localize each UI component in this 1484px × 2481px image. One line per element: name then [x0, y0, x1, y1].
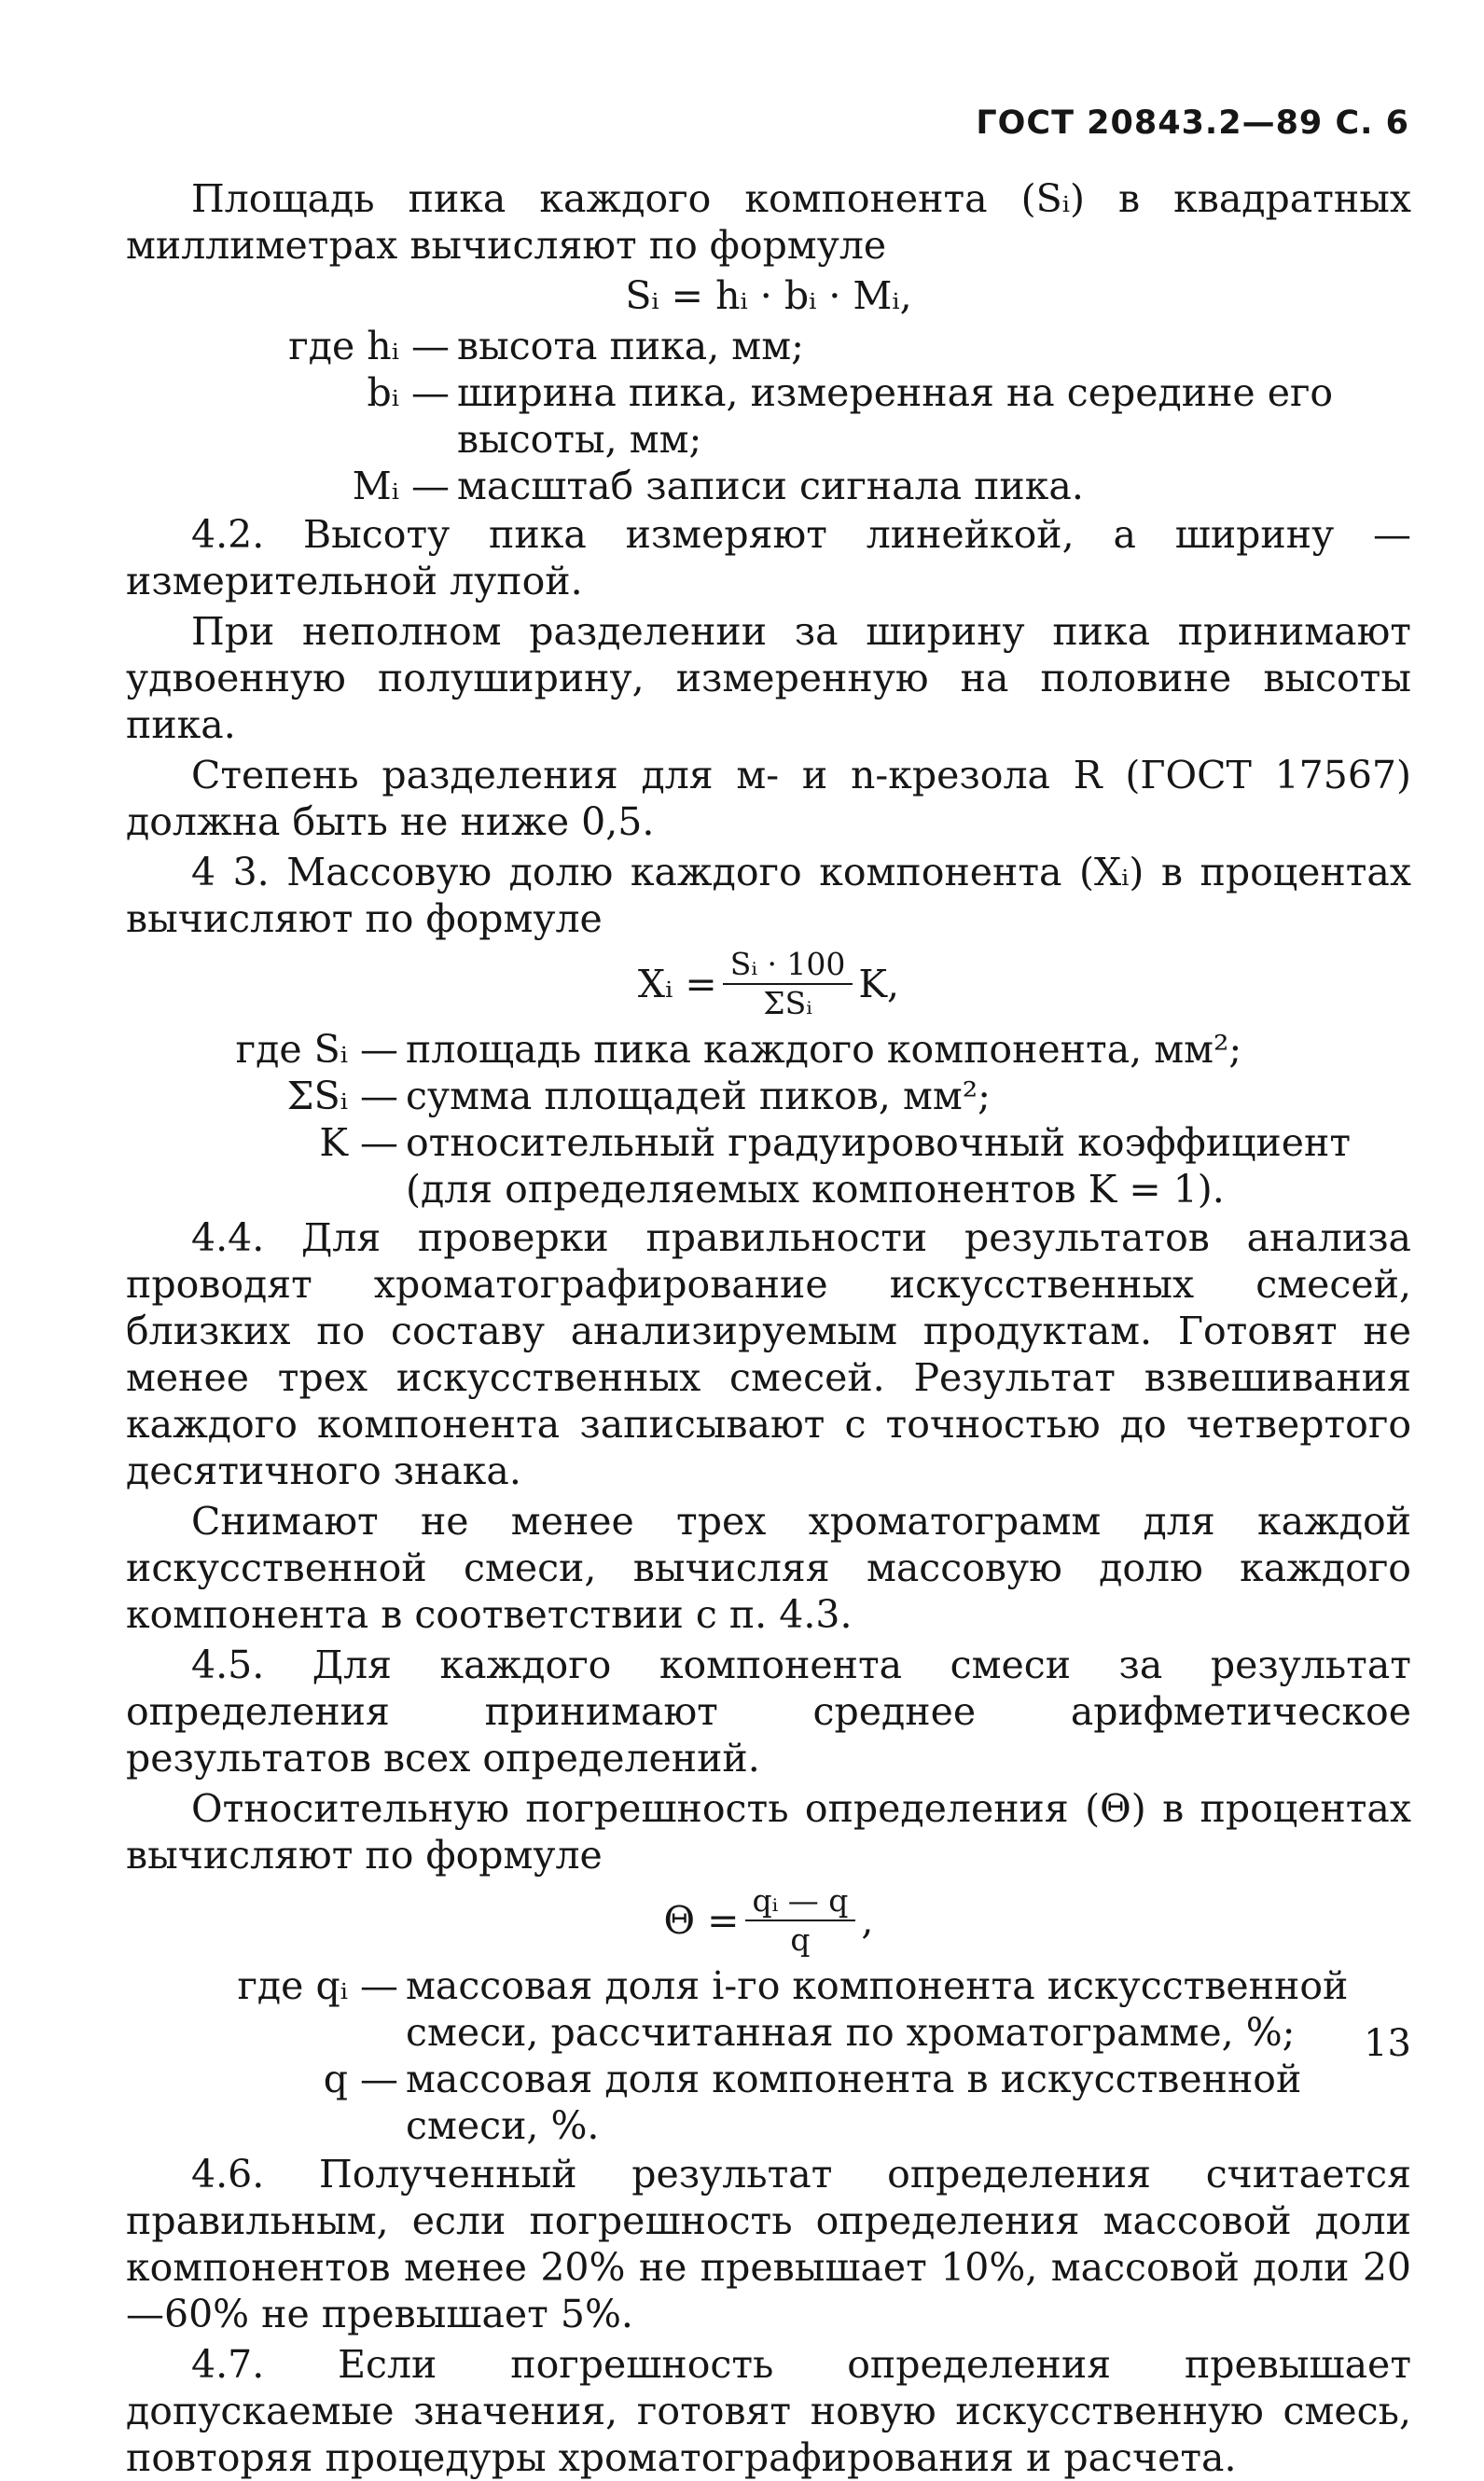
paragraph-4-4: 4.4. Для проверки правильности результатов анализа проводят хроматографирование искусственных смесей, близких по составу анализируемым продуктам. Готовят не менее трех искусственных смесей. Результат взвешивания каждого компонента записывают с точностью до четвертого десятичного знака. [126, 1215, 1411, 1493]
document-body [126, 175, 1411, 2481]
definitions-peak-area [126, 323, 1411, 509]
definition-text: сумма площадей пиков, мм²; [406, 1074, 991, 1118]
page-number: 13 [1364, 2022, 1411, 2065]
definition-text: масштаб записи сигнала пика. [457, 464, 1084, 508]
definition-symbol: где qᵢ — [237, 1963, 398, 2008]
formula-relative-error [126, 1882, 1411, 1959]
formula-peak-area: Sᵢ = hᵢ · bᵢ · Mᵢ, [625, 273, 912, 318]
fraction [723, 946, 853, 1022]
definition-symbol: q — [323, 2057, 398, 2101]
definition-text: массовая доля компонента в искусственной смеси, %. [406, 2057, 1302, 2148]
definition-row [126, 2056, 1411, 2149]
definition-row [126, 323, 1411, 369]
definition-text: ширина пика, измеренная на середине его высоты, мм; [457, 370, 1334, 462]
fraction-denominator: q [790, 1921, 811, 1958]
definitions-mass-fraction [126, 1026, 1411, 1213]
definition-row [126, 1119, 1411, 1213]
paragraph-4-3: 4 3. Массовую долю каждого компонента (Xᵢ) в процентах вычисляют по формуле [126, 850, 1411, 941]
definition-symbol: K — [319, 1120, 398, 1165]
paragraph-partial-separation: При неполном разделении за ширину пика принимают удвоенную полуширину, измеренную на половине высоты пика. [126, 609, 1411, 747]
definition-row [126, 1962, 1411, 2056]
definition-row [126, 369, 1411, 463]
definition-symbol: Mᵢ — [352, 464, 450, 508]
definition-symbol: где Sᵢ — [235, 1027, 398, 1072]
definition-symbol: bᵢ — [367, 370, 450, 415]
paragraph-4-6: 4.6. Полученный результат определения считается правильным, если погрешность определения массовой доли компонентов менее 20% не превышает 10%, массовой доли 20—60% не превышает 5%. [126, 2152, 1411, 2336]
definition-row [126, 463, 1411, 509]
fraction-numerator: qᵢ — q [745, 1882, 856, 1921]
formula-lhs: Xᵢ = [637, 962, 717, 1006]
definition-text: массовая доля i-го компонента искусственной смеси, рассчитанная по хроматограмме, %; [406, 1963, 1349, 2055]
paragraph-separation-degree: Степень разделения для м- и n-крезола R (ГОСТ 17567) должна быть не ниже 0,5. [126, 753, 1411, 844]
formula-mass-fraction [126, 946, 1411, 1022]
definition-symbol: ΣSᵢ — [286, 1074, 398, 1118]
fraction-denominator: ΣSᵢ [763, 985, 812, 1021]
paragraph-4-2: 4.2. Высоту пика измеряют линейкой, а ширину — измерительной лупой. [126, 512, 1411, 603]
definitions-relative-error [126, 1962, 1411, 2149]
fraction [745, 1882, 856, 1959]
definition-symbol: где hᵢ — [288, 324, 450, 368]
paragraph-4-7: 4.7. Если погрешность определения превышает допускаемые значения, готовят новую искусственную смесь, повторяя процедуры хроматографирования и расчета. [126, 2342, 1411, 2480]
paragraph-relative-error: Относительную погрешность определения (Θ) в процентах вычисляют по формуле [126, 1786, 1411, 1878]
paragraph-4-5: 4.5. Для каждого компонента смеси за результат определения принимают среднее арифметическое результатов всех определений. [126, 1642, 1411, 1781]
document-header: ГОСТ 20843.2—89 С. 6 [976, 104, 1409, 142]
paragraph-peak-area: Площадь пика каждого компонента (Sᵢ) в квадратных миллиметрах вычисляют по формуле [126, 176, 1411, 268]
formula-lhs: Θ = [663, 1898, 740, 1943]
definition-text: относительный градуировочный коэффициент (для определяемых компонентов K = 1). [406, 1120, 1352, 1212]
definition-text: площадь пика каждого компонента, мм²; [406, 1027, 1242, 1072]
definition-row [126, 1073, 1411, 1119]
definition-row [126, 1026, 1411, 1073]
formula-rhs: K, [858, 962, 900, 1006]
formula-rhs: , [861, 1898, 874, 1943]
fraction-numerator: Sᵢ · 100 [723, 946, 853, 985]
paragraph-chromatograms: Снимают не менее трех хроматограмм для каждой искусственной смеси, вычисляя массовую долю каждого компонента в соответствии с п. 4.3. [126, 1499, 1411, 1637]
definition-text: высота пика, мм; [457, 324, 804, 368]
